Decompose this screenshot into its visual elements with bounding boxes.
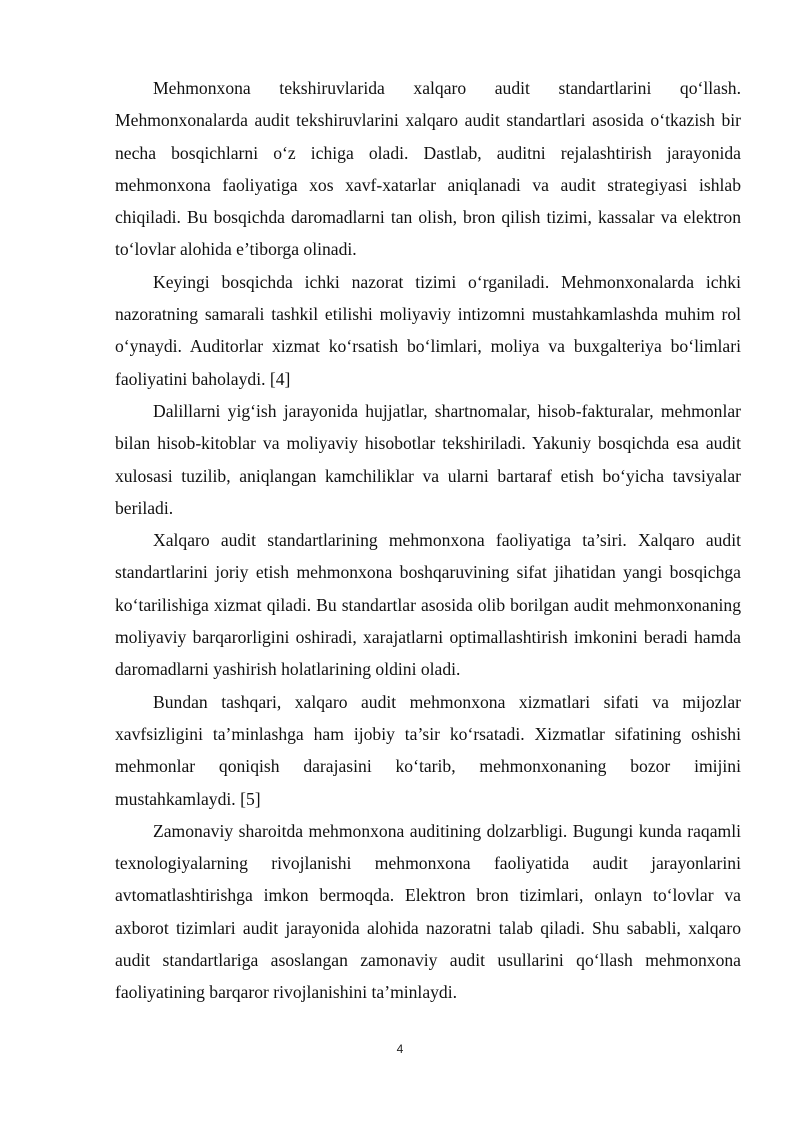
paragraph-1: Mehmonxona tekshiruvlarida xalqaro audit standartlarini qo‘llash. Mehmonxonalarda audit tekshiruvlarini xalqaro audit standartlari asosida o‘tkazish bir necha bosqichlarni o‘z ichiga oladi. Dastlab, auditni rejalashtirish jarayonida mehmonxona faoliyatiga xos xavf-xatarlar aniqlanadi va audit strategiyasi ishlab chiqiladi. Bu bosqichda daromadlarni tan olish, bron qilish tizimi, kassalar va elektron to‘lovlar alohida e’tiborga olinadi. — [115, 78, 741, 260]
page-number: 4 — [396, 1042, 404, 1056]
paragraph-2: Keyingi bosqichda ichki nazorat tizimi o‘rganiladi. Mehmonxonalarda ichki nazoratning samarali tashkil etilishi moliyaviy intizomni mustahkamlashda muhim rol o‘ynaydi. Auditorlar xizmat ko‘rsatish bo‘limlari, moliya va buxgalteriya bo‘limlari faoliyatini baholaydi. [4] — [115, 271, 741, 389]
body-text — [115, 72, 741, 1009]
paragraph-3: Dalillarni yig‘ish jarayonida hujjatlar, shartnomalar, hisob-fakturalar, mehmonlar bilan hisob-kitoblar va moliyaviy hisobotlar tekshiriladi. Yakuniy bosqichda esa audit xulosasi tuzilib, aniqlangan kamchiliklar va ularni bartaraf etish bo‘yicha tavsiyalar beriladi. — [115, 400, 741, 518]
paragraph-6: Zamonaviy sharoitda mehmonxona auditining dolzarbligi. Bugungi kunda raqamli texnologiyalarning rivojlanishi mehmonxona faoliyatida audit jarayonlarini avtomatlashtirishga imkon bermoqda. Elektron bron tizimlari, onlayn to‘lovlar va axborot tizimlari audit jarayonida alohida nazoratni talab qiladi. Shu sababli, xalqaro audit standartlariga asoslangan zamonaviy audit usullarini qo‘llash mehmonxona faoliyatining barqaror rivojlanishini ta’minlaydi. — [115, 820, 741, 1003]
paragraph-5: Bundan tashqari, xalqaro audit mehmonxona xizmatlari sifati va mijozlar xavfsizligini ta’minlashga ham ijobiy ta’sir ko‘rsatadi. Xizmatlar sifatining oshishi mehmonlar qoniqish darajasini ko‘tarib, mehmonxonaning bozor imijini mustahkamlaydi. [5] — [115, 691, 741, 809]
paragraph-4: Xalqaro audit standartlarining mehmonxona faoliyatiga ta’siri. Xalqaro audit standartlarini joriy etish mehmonxona boshqaruvining sifat jihatidan yangi bosqichga ko‘tarilishiga xizmat qiladi. Bu standartlar asosida olib borilgan audit mehmonxonaning moliyaviy barqarorligini oshiradi, xarajatlarni optimallashtirish imkonini beradi hamda daromadlarni yashirish holatlarining oldini oladi. — [115, 530, 741, 680]
